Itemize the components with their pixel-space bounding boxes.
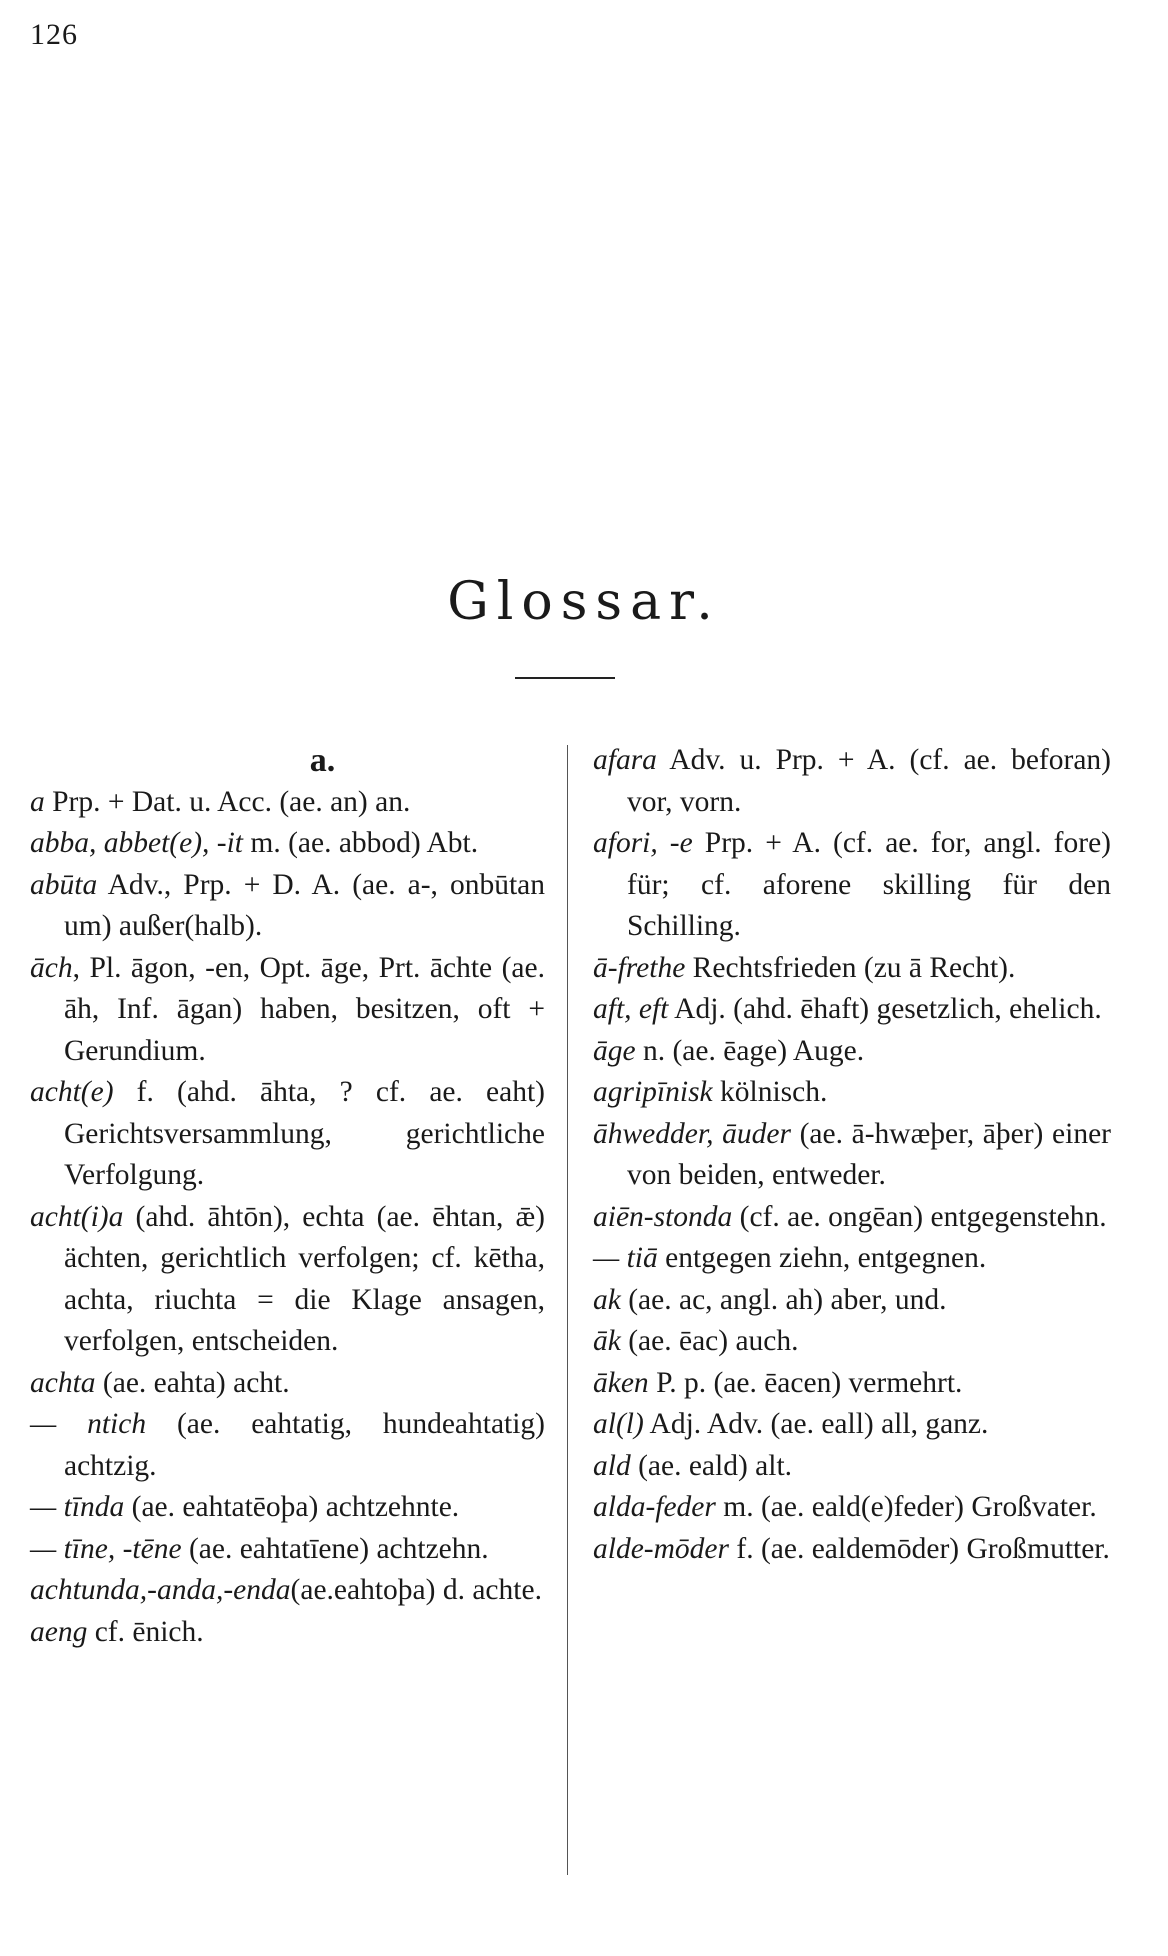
glossary-entry: [593, 1321, 1111, 1363]
entry-definition: (ae.eahtoþa) d. achte.: [290, 1574, 542, 1606]
left-column: [30, 740, 545, 1653]
glossary-entry: [593, 823, 1111, 948]
title-rule: [515, 677, 615, 679]
glossary-entry: [593, 948, 1111, 990]
entry-definition: Adj. Adv. (ae. eall) all, ganz.: [643, 1408, 989, 1440]
entry-definition: (cf. ae. ongēan) entgegenstehn.: [732, 1200, 1107, 1233]
glossary-entry: [593, 740, 1111, 823]
entry-definition: Prp. + Dat. u. Acc. (ae. an) an.: [44, 785, 411, 818]
entry-headword: afara: [593, 744, 657, 776]
entry-headword: ak: [593, 1283, 621, 1316]
glossary-entry: [30, 1072, 545, 1197]
entry-definition: kölnisch.: [712, 1076, 828, 1108]
entry-headword: — tīne, -tēne: [30, 1532, 182, 1565]
entry-headword: āge: [593, 1034, 636, 1067]
entry-headword: āken: [593, 1366, 649, 1399]
glossary-entry: [30, 1570, 545, 1612]
glossary-entry: [593, 1529, 1111, 1571]
entry-definition: (ae. ā-hwæþer, āþer) einer von beiden, entweder.: [627, 1117, 1111, 1191]
entry-headword: āk: [593, 1325, 621, 1357]
entry-definition: (ae. eahta) acht.: [95, 1366, 290, 1399]
entry-definition: m. (ae. abbod) Abt.: [243, 827, 479, 859]
entry-headword: al(l): [593, 1408, 644, 1440]
glossary-entry: [593, 1487, 1111, 1529]
glossary-entry: [593, 1197, 1111, 1239]
glossary-entry: [593, 1238, 1111, 1280]
entry-definition: (ae. eahtatīene) achtzehn.: [181, 1532, 489, 1565]
entry-definition: , Pl. āgon, -en, Opt. āge, Prt. āchte (ae. āh, Inf. āgan) haben, besitzen, oft + Gerundium.: [64, 951, 545, 1067]
entry-headword: — tiā: [593, 1242, 658, 1274]
entry-definition: Rechtsfrieden (zu ā Recht).: [685, 951, 1016, 984]
glossary-entry: [30, 782, 545, 824]
entry-definition: (ae. eald) alt.: [630, 1449, 793, 1482]
entry-definition: (ae. eahtatēoþa) achtzehnte.: [124, 1491, 460, 1523]
glossary-entry: [593, 1404, 1111, 1446]
glossary-entry: [30, 1612, 545, 1654]
glossary-entry: [593, 1114, 1111, 1197]
entry-headword: āch: [30, 951, 73, 984]
entry-headword: aeng: [30, 1615, 88, 1648]
entry-headword: abba, abbet(e), -it: [30, 827, 243, 859]
entry-definition: cf. ēnich.: [87, 1615, 204, 1648]
entry-headword: — tīnda: [30, 1491, 125, 1523]
entry-definition: (ae. ac, angl. ah) aber, und.: [620, 1283, 947, 1316]
entry-headword: acht(e): [30, 1076, 114, 1108]
glossary-entry: [593, 1031, 1111, 1073]
glossary-entry: [593, 1280, 1111, 1322]
entry-definition: Adv. u. Prp. + A. (cf. ae. beforan) vor, vorn.: [627, 744, 1111, 818]
entry-headword: abūta: [30, 868, 98, 901]
entry-definition: P. p. (ae. ēacen) vermehrt.: [648, 1366, 963, 1399]
section-letter: a.: [309, 742, 336, 779]
entry-headword: acht(i)a: [30, 1200, 124, 1233]
entry-headword: achta: [30, 1366, 96, 1399]
entry-definition: Adv., Prp. + D. A. (ae. a-, onbūtan um) außer(halb).: [64, 868, 545, 942]
glossary-entry: [593, 1072, 1111, 1114]
glossary-entry: [593, 1446, 1111, 1488]
right-column: [593, 740, 1111, 1570]
entry-definition: f. (ahd. āhta, ? cf. ae. eaht) Gerichtsversammlung, gerichtliche Verfolgung.: [64, 1076, 545, 1191]
entry-headword: āhwedder, āuder: [593, 1117, 791, 1150]
column-divider: [567, 745, 568, 1875]
page-title: Glossar.: [447, 572, 721, 632]
entry-definition: n. (ae. ēage) Auge.: [635, 1034, 865, 1067]
entry-definition: f. (ae. ealdemōder) Großmutter.: [729, 1532, 1110, 1565]
page-number: 126: [30, 18, 78, 51]
glossary-entry: [30, 1404, 545, 1487]
glossary-entry: [30, 1529, 545, 1571]
glossary-entry: [593, 1363, 1111, 1405]
entry-headword: achtunda,-anda,-enda: [30, 1574, 291, 1606]
glossary-entry: [593, 989, 1111, 1031]
entry-headword: aft, eft: [593, 993, 669, 1025]
glossary-entry: [30, 823, 545, 865]
entry-definition: Adj. (ahd. ēhaft) gesetzlich, ehelich.: [668, 993, 1102, 1025]
entry-headword: aiēn-stonda: [593, 1200, 733, 1233]
glossary-entry: [30, 1487, 545, 1529]
glossary-entry: [30, 1363, 545, 1405]
glossary-entry: [30, 865, 545, 948]
entry-headword: — ntich: [30, 1408, 147, 1440]
entry-definition: m. (ae. eald(e)feder) Großvater.: [715, 1491, 1097, 1523]
entry-headword: agripīnisk: [593, 1076, 713, 1108]
entry-headword: alda-feder: [593, 1491, 716, 1523]
entry-definition: (ahd. āhtōn), echta (ae. ēhtan, ǣ) ächten, gerichtlich verfolgen; cf. kētha, achta, riuchta = die Klage ansagen, verfolgen, entscheiden.: [64, 1200, 545, 1357]
glossary-entry: [30, 1197, 545, 1363]
entry-definition: entgegen ziehn, entgegnen.: [657, 1242, 987, 1274]
entry-headword: ā-frethe: [593, 951, 686, 984]
entry-headword: ald: [593, 1449, 631, 1482]
entry-headword: alde-mōder: [593, 1532, 729, 1565]
entry-headword: a: [30, 785, 45, 818]
entry-definition: Prp. + A. (cf. ae. for, angl. fore) für; cf. aforene skilling für den Schilling.: [627, 827, 1111, 942]
entry-headword: afori, -e: [593, 827, 693, 859]
entry-definition: (ae. eahtatig, hundeahtatig) achtzig.: [64, 1408, 546, 1482]
glossary-entry: [30, 948, 545, 1073]
entry-definition: (ae. ēac) auch.: [620, 1325, 799, 1357]
